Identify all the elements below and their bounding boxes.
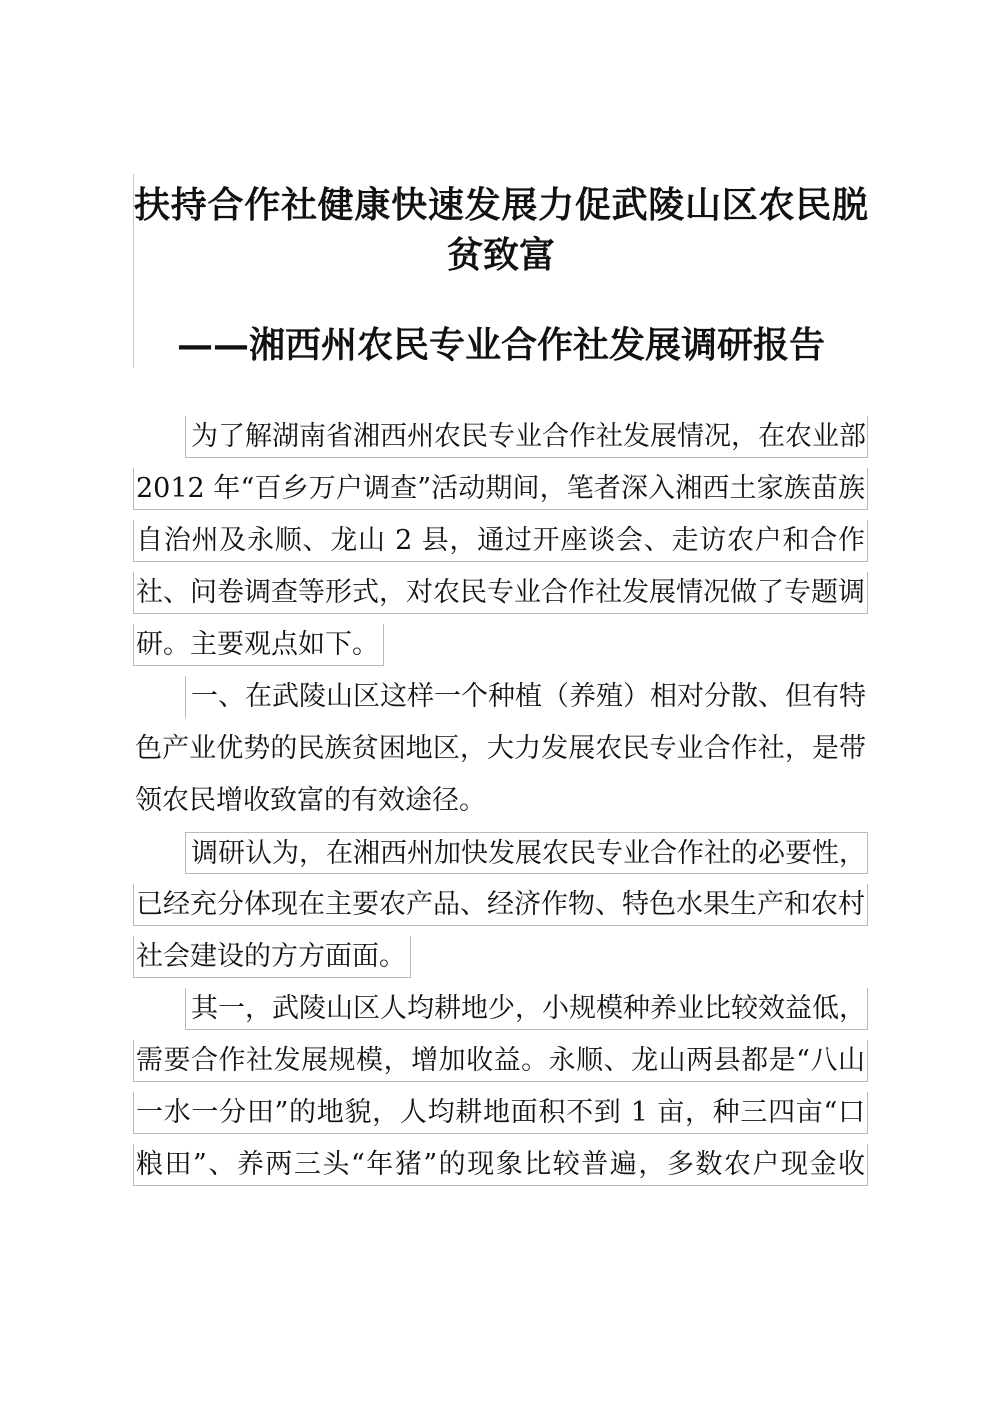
paragraph-4-line-2: 需要合作社发展规模，增加收益。永顺、龙山两县都是“八山 [133, 1040, 868, 1082]
paragraph-4 [133, 988, 868, 1186]
paragraph-2-line-2: 色产业优势的民族贫困地区，大力发展农民专业合作社，是带 [135, 733, 866, 764]
paragraph-1-line-2: 2012 年“百乡万户调查”活动期间，笔者深入湘西土家族苗族 [133, 468, 868, 510]
document-subtitle: ——湘西州农民专业合作社发展调研报告 [176, 324, 825, 366]
paragraph-3 [133, 832, 868, 978]
document-title [134, 180, 868, 280]
document-body [133, 416, 868, 1196]
paragraph-3-line-2: 已经充分体现在主要农产品、经济作物、特色水果生产和农村 [133, 884, 868, 926]
paragraph-2-line-1: 一、在武陵山区这样一个种植（养殖）相对分散、但有特 [185, 676, 868, 718]
paragraph-2-line-3: 领农民增收致富的有效途径。 [135, 785, 486, 816]
paragraph-1-line-4: 社、问卷调查等形式，对农民专业合作社发展情况做了专题调 [133, 572, 868, 614]
paragraph-1-line-1: 为了解湖南省湘西州农民专业合作社发展情况，在农业部 [185, 416, 868, 458]
paragraph-4-line-4: 粮田”、养两三头“年猪”的现象比较普遍，多数农户现金收 [133, 1144, 868, 1186]
paragraph-3-line-1: 调研认为，在湘西州加快发展农民专业合作社的必要性， [185, 832, 868, 874]
paragraph-4-line-1: 其一，武陵山区人均耕地少，小规模种养业比较效益低， [185, 988, 868, 1030]
paragraph-1-line-3: 自治州及永顺、龙山 2 县，通过开座谈会、走访农户和合作 [133, 520, 868, 562]
paragraph-3-line-3: 社会建设的方方面面。 [133, 936, 411, 978]
paragraph-1 [133, 416, 868, 666]
paragraph-2 [133, 676, 868, 822]
paragraph-1-line-5: 研。主要观点如下。 [133, 624, 384, 666]
paragraph-4-line-3: 一水一分田”的地貌，人均耕地面积不到 1 亩，种三四亩“口 [133, 1092, 868, 1134]
title-line-2: 贫致富 [446, 234, 555, 276]
title-line-1: 扶持合作社健康快速发展力促武陵山区农民脱 [134, 184, 868, 226]
